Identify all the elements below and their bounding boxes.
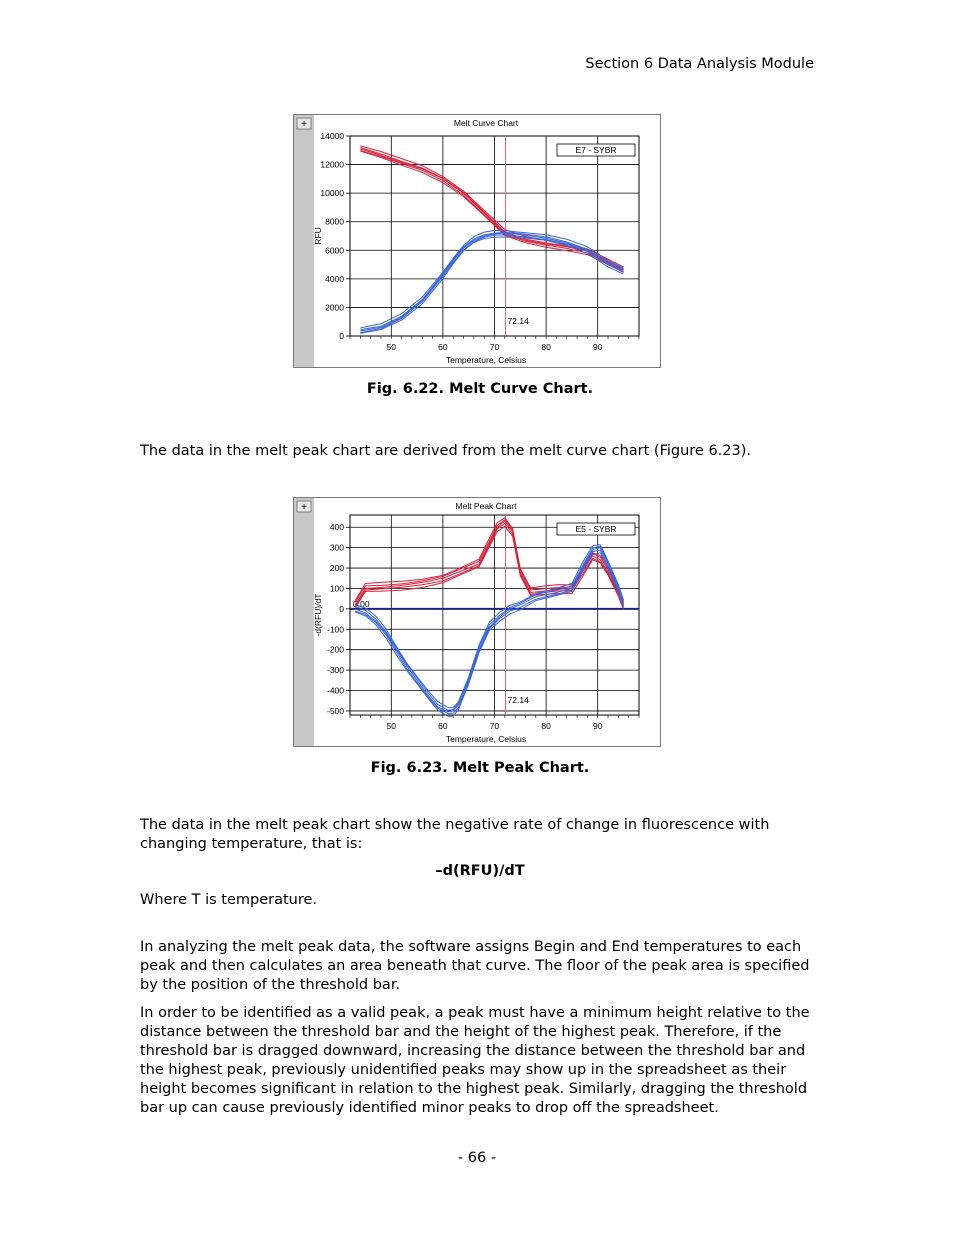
x-axis-label: Temperature, Celsius [445,734,527,744]
paragraph-negative-rate: The data in the melt peak chart show the negative rate of change in fluorescence with changing temperature, that is: [140,817,770,852]
y-tick-label: 200 [329,563,344,574]
chart-title: Melt Curve Chart [453,118,519,128]
x-tick-label: 50 [386,342,397,352]
melt-curve-chart [293,114,661,368]
page-number: - 66 - [457,1150,497,1166]
melt-peak-chart [293,497,661,747]
y-axis-label: -d(RFU)/dT [313,593,323,637]
y-tick-label: 0 [339,603,344,614]
y-tick-label: 400 [329,522,344,533]
figure-caption-6-23: Fig. 6.23. Melt Peak Chart. [370,760,590,776]
x-tick-label: 80 [541,721,551,731]
threshold-bar-label: 0.00 [353,598,370,609]
melt-peak-chart-svg [294,498,660,746]
paragraph-where-t: Where T is temperature. [140,892,318,908]
chart-title: Melt Peak Chart [455,501,517,511]
x-tick-label: 90 [592,721,603,731]
legend-label: E5 - SYBR [575,524,617,534]
legend-label: E7 - SYBR [575,145,617,155]
x-axis-label: Temperature, Celsius [445,355,527,365]
y-tick-label: 0 [339,331,344,341]
y-tick-label: -300 [326,665,344,676]
figure-caption-6-22: Fig. 6.22. Melt Curve Chart. [366,381,594,397]
y-tick-label: 8000 [325,216,344,227]
y-tick-label: -500 [326,705,344,716]
y-tick-label: 100 [329,583,344,594]
y-tick-label: 4000 [325,273,344,284]
x-tick-label: 70 [489,721,500,731]
y-tick-label: -200 [326,644,344,655]
expand-button-label: + [301,119,307,130]
x-tick-label: 50 [386,721,397,731]
y-tick-label: 2000 [325,302,344,313]
x-tick-label: 90 [592,342,603,352]
y-tick-label: 10000 [320,188,344,199]
melt-curve-chart-svg [294,115,660,367]
paragraph-valid-peak: In order to be identified as a valid peak, a peak must have a minimum height relative to the distance between the threshold bar and the height of the highest peak. Therefore, if the threshold bar is dragged downward, increasing the distance between the threshold bar and the highest peak, previously unidentified peaks may show up in the spreadsheet as their height becomes significant in relation to the highest peak. Similarly, dragging the threshold bar up can cause previously identified minor peaks to drop off the spreadsheet. [140,1005,810,1116]
x-tick-label: 80 [541,342,551,352]
y-tick-label: -400 [326,685,344,696]
y-tick-label: 12000 [320,159,344,170]
y-tick-label: 300 [329,542,344,553]
chart-side-strip [294,115,314,367]
chart-side-strip [294,498,314,746]
x-tick-label: 60 [438,342,448,352]
y-tick-label: 6000 [325,245,344,256]
temperature-marker-label: 72.14 [507,316,529,326]
paragraph-derived: The data in the melt peak chart are derived from the melt curve chart (Figure 6.23). [140,443,752,459]
section-header: Section 6 Data Analysis Module [585,56,814,72]
x-tick-label: 60 [438,721,448,731]
expand-button-label: + [301,502,307,513]
formula: –d(RFU)/dT [435,863,525,879]
paragraph-analyzing: In analyzing the melt peak data, the software assigns Begin and End temperatures to each peak and then calculates an area beneath that curve. The floor of the peak area is specified by the position of the threshold bar. [140,939,810,993]
y-tick-label: 14000 [320,131,344,141]
temperature-marker-label: 72.14 [507,695,529,705]
y-tick-label: -100 [326,624,344,635]
x-tick-label: 70 [489,342,500,352]
y-axis-label: RFU [313,227,323,245]
